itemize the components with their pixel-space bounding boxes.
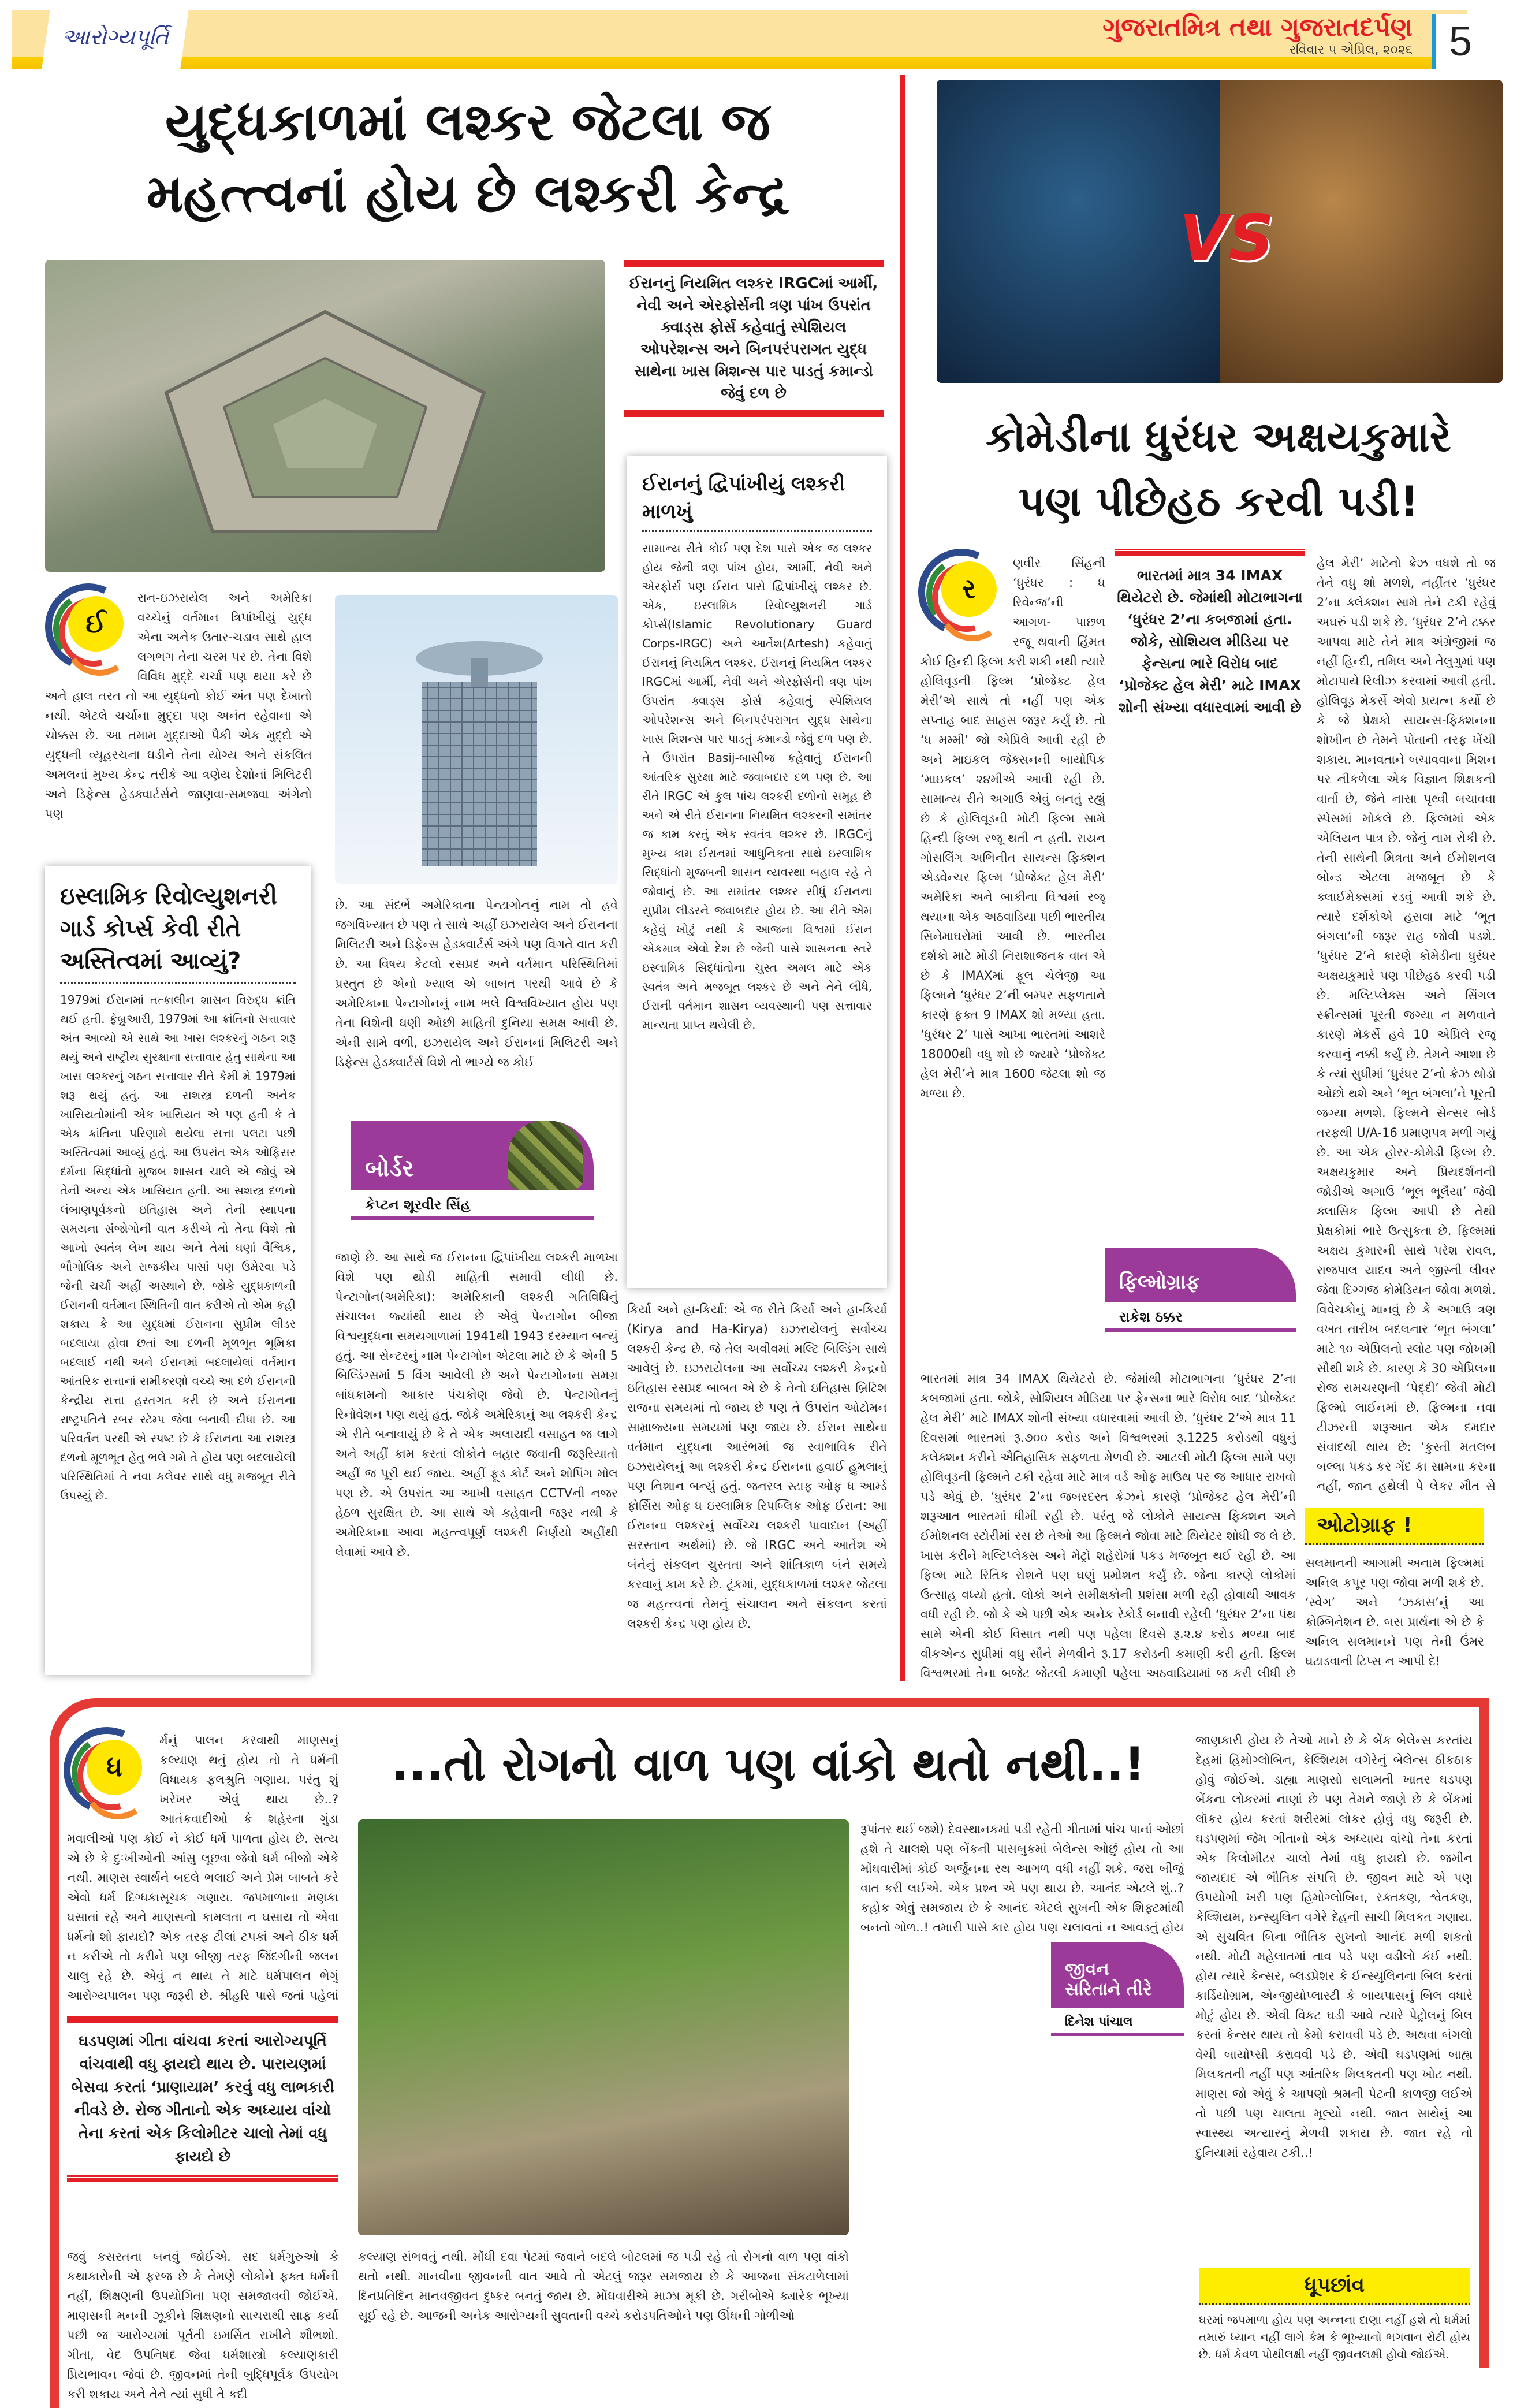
rule (1115, 549, 1305, 556)
health-col4: જાણકારી હોય છે તેઓ માને છે કે બેંક બેલેન્સ કરતાંય દેહમાં હિમોગ્લોબિન, કેલ્શિયમ વગેરેનું બેલેન્સ ઠીકઠાક હોવું જોઈએ. ડાહ્યા માણસો સલામતી ખાતર ઘડપણ બેંકના લોકરમાં નાણાં છે પણ તેમને જાણે છે કે બેંકમાં લૉકર હોય કરતાં શરીરમાં લોકર હોવું વધુ જરૂરી છે. ઘડપણમાં જેમ ગીતાનો એક અધ્યાય વાંચો તેના કરતાં એક કિલોમીટર ચાલો તેમાં વધુ ફાયદો છે. જમીન જાયદાદ એ ભૌતિક સંપત્તિ છે. જીવન માટે એ પણ ઉપયોગી ખરી પણ હિમોગ્લોબિન, રક્તકણ, શ્વેતકણ, કેલ્શિયમ, ઇન્સ્યુલિન વગેરે દેહની સાચી મિલકત ગણાય. એ સુચવિત બિના ભૌતિક સુખનો આનંદ મળી શકતો નથી. મોટી મહેલાતમાં તાવ પડે પણ વડીલો કંઈ નથી. હોય ત્યારે કેન્સર, બ્લડપ્રેશર કે ઈન્સ્યુલિનના બિલ કરતાં કાર્ડિયોગ્રામ, એન્જીયોપ્લાસ્ટી કે બાયપાસનું બિલ વધારે મોટું હોય છે. એવી વિકટ ઘડી આવે ત્યારે પેટ્રોલનું બિલ કરતાં કેન્સર થાય તો કેમો કરાવવી પડે છે. અથવા બંગલો વેચી બાયોપ્સી કરાવવી પડે છે. એવી ઘડપણમાં બાહ્ય મિલકતની નહીં પણ આંતરિક મિલકતની પણ ખોટ નથી. માણસ જો એવું કે આપણો શ્રમની પેટની કાળજી લઈએ તો પછી પણ ચાલતા મૂલ્યો નથી. જાત સાથેનું આ સ્વાસ્થ્ય અત્યારનું મેળવી શકાય છે. જાત રહે તો દુનિયામાં રહેવાય ટકી..! (1195, 1733, 1473, 2160)
autograph-title: ઓટોગ્રાફ ! (1305, 1508, 1484, 1545)
pullquote-text: ઈરાનનું નિયમિત લશ્કર IRGCમાં આર્મી, નેવી અને એરફોર્સની ત્રણ પાંખ ઉપરાંત ક્વાડ્સ ફોર્સ કહેવાતું સ્પેશિયલ ઓપરેશન્સ અને બિનપરંપરાગત યુદ્ધ સાથેના ખાસ મિશન્સ પાર પાડતું કમાન્ડો જેવું દળ છે (629, 275, 878, 402)
pentagon-photo (45, 260, 605, 572)
pentagon-graphic (45, 260, 605, 572)
page-number: 5 (1432, 14, 1485, 69)
military-headline (52, 87, 884, 230)
military-col2: છે. આ સંદર્ભે અમેરિકાના પેન્ટાગોનનું નામ તો હવે જગવિખ્યાત છે પણ તે સાથે અહીં ઇઝરાયેલ અને ઈરાનના મિલિટરી અને ડિફેન્સ હેડક્વાર્ટર્સ અંગે પણ વિગતે વાત કરી છે. આ વિષય કેટલો રસપ્રદ અને વર્તમાન પરિસ્થિતિમાં પ્રસ્તુત છે એનો ખ્યાલ એ બાબત પરથી આવે છે કે અમેરિકાના પેન્ટાગોનનું નામ ભલે વિશ્વવિખ્યાત હોય પણ તેના વિશેની ઘણી ઓછી માહિતી દુનિયા સમક્ષ આવી છે. એની સામે વળી, ઇઝરાયેલ અને ઈરાનનાં મિલિટરી અને ડિફેન્સ હેડક્વાર્ટર્સ વિશે તો ભાગ્યે જ કોઈ (335, 898, 618, 1069)
column-name-line2: સરિતાને તીરે (1065, 1979, 1152, 2000)
column-divider (900, 75, 905, 1681)
rule (67, 2175, 338, 2182)
film-col3: હેલ મેરી’ માટેનો ક્રેઝ વધશે તો જ તેને વધુ શો મળશે, નહીંતર ‘ધુરંધર 2’ના ક્લેક્શન સામે તેને ટકી રહેવું અઘરું પડી શકે છે. ‘ધુરંધર 2’ને ટક્કર આપવા માટે તેને માત્ર અંગ્રેજીમાં જ નહીં હિન્દી, તમિલ અને તેલુગુમાં પણ મોટાપાયે રિલીઝ કરવામાં આવી હતી. હોલિવૂડ મેકર્સે એવો પ્રયત્ન કર્યો છે કે જે પ્રેક્ષકો સાયન્સ-ફિક્શનના શોખીન છે તેમને પોતાની તરફ ખેંચી શકાય. માનવતાને બચાવવાના મિશન પર નીકળેલા એક વિજ્ઞાન શિક્ષકની વાર્તા છે, જેને નાસા પૃથ્વી બચાવવા સ્પેસમાં મોકલે છે. ફિલ્મમાં એક એલિયન પાત્ર છે. જેનું નામ રોકી છે. તેની સાથેની મિત્રતા અને ઈમોશનલ બોન્ડ એટલા મજબૂત છે કે ક્લાઈમેક્સમાં રડવું આવી શકે છે. ત્યારે દર્શકોએ હસવા માટે ‘ભૂત બંગલા’ની જરૂર રાહ જોવી પડશે. ‘ધુરંધર 2’ને કારણે કોમેડીના ધુરંધર અક્ષયકુમારે પણ પીછેહઠ કરવી પડી છે. મલ્ટિપ્લેક્સ અને સિંગલ સ્ક્રીન્સમાં પૂરતી જગ્યા ન મળવાને કારણે મેકર્સે હવે 10 એપ્રિલે રજૂ કરવાનું નક્કી કર્યું છે. તેમને આશા છે કે ત્યાં સુધીમાં ‘ધુરંધર 2’નો ક્રેઝ થોડો ઓછો થશે અને ‘ભૂત બંગલા’ને પૂરતી જગ્યા મળશે. ફિલ્મને સેન્સર બોર્ડ તરફથી U/A-16 પ્રમાણપત્ર મળી ગયું છે. આ એક હોરર-કોમેડી ફિલ્મ છે. અક્ષયકુમાર અને પ્રિયદર્શનની જોડીએ અગાઉ ‘ભૂલ ભૂલૈયા’ જેવી ક્લાસિક ફિલ્મ આપી છે તેથી પ્રેક્ષકોમાં ભારે ઉત્સુકતા છે. ફિલ્મમાં અક્ષય કુમારની સાથે પરેશ રાવલ, રાજપાલ યાદવ અને જીસ્ની લીવર જેવા દિગ્ગજ કોમેડિયન જોવા મળશે. વિવેચકોનું માનવું છે કે અગાઉ ત્રણ વખત તારીખ બદલનાર ‘ભૂત બંગલા’ માટે ૧૦ એપ્રિલનો સ્લોટ પણ જોખમી સૌથી શકે છે. કારણ કે 30 એપ્રિલના રોજ રામચરણની ‘પેદ્દી’ જેવી મોટી ફિલ્મો લાઈનમાં છે. ફિલ્મના નવા ટીઝરની શરૂઆત એક દમદાર સંવાદથી થાય છે: ‘કુસ્તી મતલબ બલ્લા પકડ કર ગેંદ કા સામના કરના નહીં, જાન હથેલી પે લેકર મૌત સે (1317, 556, 1496, 1493)
health-headline: ...તો રોગનો વાળ પણ વાંકો થતો નથી..! (391, 1737, 1145, 1791)
publication-date: રવિવાર ૫ એપ્રિલ, ૨૦૨૬ (1289, 43, 1413, 57)
film-col2: ભારતમાં માત્ર 34 IMAX થિયેટરો છે. જેમાંથી મોટાભાગના ‘ધુરંધર 2’ના કબજામાં હતા. જોકે, સોશિયલ મીડિયા પર ફેન્સના ભારે વિરોધ બાદ ‘પ્રોજેક્ટ હેલ મેરી’ માટે IMAX શોની સંખ્યા વધારવામાં આવી છે. ‘ધુરંધર 2’એ માત્ર 11 દિવસમાં ભારતમાં રૂ.૭૦૦ કરોડ અને વિશ્વભરમાં રૂ.1225 કરોડથી વધુનું કલેક્શન કરીને ઐતિહાસિક સફળતા મેળવી છે. આટલી મોટી ફિલ્મ સામે પણ હોલિવૂડની ફિલ્મને ટકી રહેવા માટે માત્ર વર્ડ ઓફ માઉથ પર જ આધાર રાખવો પડે એવું છે. ‘ધુરંધર 2’ના જબરદસ્ત ક્રેઝને કારણે ‘પ્રોજેક્ટ હેલ મેરી’ની શરૂઆત ભારતમાં ધીમી રહી છે. પરંતુ જે લોકોને સાયન્સ ફિક્શન અને ઈમોશનલ સ્ટોરીમાં રસ છે તેઓ આ ફિલ્મને જોવા માટે થિયેટર શોધી જ લે છે. ખાસ કરીને મલ્ટિપ્લેક્સ અને મેટ્રો શહેરોમાં પકડ મજબૂત થઈ રહી છે. આ ફિલ્મ માટે રિતિક રોશને પણ ઘણું પ્રમોશન કર્યું છે. જેના કારણે લોકોમાં ઉત્સાહ વધ્યો હતો. લોકો અને સમીક્ષકોની પ્રશંસા મળી રહી હોવાથી આવક વધી રહી છે. જો કે એ પછી એક અનેક રેકોર્ડ બનાવી રહેલી ‘ધુરંધર 2’ના પંથ સામે એની કોઈ વિસાત નથી પણ પહેલા દિવસે રૂ.૨.૪ કરોડ મળ્યા બાદ વીકએન્ડ સુધીમાં વધુ સૌને મેળવીને રૂ.17 કરોડની કમાણી કરી હતી. ફિલ્મ વિશ્વભરમાં તેના બજેટ જેટલી કમાણી પહેલા અઠવાડિયામાં જ કરી લીધી છે (920, 1372, 1296, 1680)
health-col1-bottom: જવું કસરતના બનવું જોઈએ. સદ ધર્મગુરુઓ કે કથાકારોની એ ફરજ છે કે તેમણે લોકોને ફક્ત ધર્મની નહીં, શિક્ષણની ઉપયોગિતા પણ સમજાવવી જોઈએ. માણસની મનની ઝૂકીને શિક્ષણનો સાચરાથી સાફ કર્યા પછી જ આરોગ્યમાં પૂર્તતી ઇમર્સિત રાખીને શૌભશો. ગીતા, વેદ ઉપનિષદ જેવા ધર્મશાસ્ત્રો કલ્યાણકારી પ્રિયભાવન જેવાં છે. જીવનમાં તેની બુદ્ધિપૂર્વક ઉપયોગ કરી શકાય અને તેને ત્યાં સુધી તે કદી (67, 2250, 338, 2401)
elderly-park-photo (358, 1819, 849, 2235)
dhoopchhaon-title: ધૂપછાંવ (1199, 2268, 1470, 2305)
column-author: કેપ્ટન શૂરવીર સિંહ (351, 1190, 594, 1220)
sidebar-irgc-title: ઇસ્લામિક રિવોલ્યુશનરી ગાર્ડ કોર્પ્સ કેવી રીતે અસ્તિત્વમાં આવ્યું? (60, 880, 296, 984)
film-headline-line1: કોમેડીના ધુરંધર અક્ષયકુમારે (986, 412, 1451, 461)
sidebar-dual-structure (627, 456, 887, 1288)
soldier-illustration-icon (508, 1121, 583, 1190)
autograph-body: સલમાનની આગામી અનામ ફિલ્મમાં અનિલ કપૂર પણ જોવા મળી શકે છે. ‘સ્વેગ’ અને ‘ઝકાસ’નું આ કોમ્બિનેશન છે. બસ પ્રાર્થના એ છે કે અનિલ સલમાનને પણ તેની ઉંમર ઘટાડવાની ટિપ્સ ન આપી દે! (1305, 1556, 1484, 1668)
film-pullquote (1115, 549, 1305, 872)
rule (67, 2016, 338, 2023)
project-hail-mary-photo (937, 80, 1220, 383)
film-headline (924, 404, 1513, 534)
film-intro-wrap (920, 553, 1105, 1241)
initial-float-spacer (920, 553, 1013, 652)
sidebar-dual-body: સામાન્ય રીતે કોઈ પણ દેશ પાસે એક જ લશ્કર હોય જેની ત્રણ પાંખ હોય, આર્મી, નેવી અને એરફોર્સ પણ ઈરાન પાસે દ્વિપાંખીયું લશ્કર છે. એક, ઇસ્લામિક રિવોલ્યુશનરી ગાર્ડ કોર્પ્સ(Islamic Revolutionary Guard Corps-IRGC) અને આર્તેશ(Artesh) કહેવાતું ઈરાનનું નિયમિત લશ્કર. ઈરાનનું નિયમિત લશ્કર IRGCમાં આર્મી, નેવી અને એરફોર્સની ત્રણ પાંખ ઉપરાંત ક્વાડ્સ ફોર્સ કહેવાતું સ્પેશિયલ ઓપરેશન્સ અને બિનપરંપરાગત યુદ્ધ સાથેના ખાસ મિશન્સ પાર પાડતું કમાન્ડો જેવું દળ પણ છે. તે ઉપરાંત Basij-બાસીજ કહેવાતું ઈરાનની આંતરિક સુરક્ષા માટે જવાબદાર દળ પણ છે. આ રીતે IRGC એ કુલ પાંચ લશ્કરી દળોનો સમૂહ છે અને એ રીતે ઈરાનના નિયમિત લશ્કરની સમાંતર જ કામ કરતું એક સ્વતંત્ર લશ્કર છે. IRGCનું મુખ્ય કામ ઈરાનમાં આધુનિકતા સાથે ઇસ્લામિક સિદ્ધાંતો મુજબની શાસન વ્યવસ્થા બહાલ રહે તે જોવાનું છે. આ સમાંતર લશ્કર સીધું ઈરાનના સુપ્રીમ લીડરને જવાબદાર હોય છે. આ રીતે એમ કહેવું ખોટું નથી કે આજના વિશ્વમાં ઈરાન એકમાત્ર એવો દેશ છે જેની પાસે શાસનના સ્તરે ઇસ્લામિક સિદ્ધાંતોના ચુસ્ત અમલ માટે એક સ્વતંત્ર અને મજબૂત લશ્કર છે અને તેને લીધે, ઈરાની વર્તમાન શાસન વ્યવસ્થાની પણ સત્તાવાર માન્યતા પ્રાપ્ત થયેલી છે. (642, 541, 872, 1032)
sidebar-dual-title: ઈરાનનું દ્વિપાંખીયું લશ્કરી માળખું (642, 470, 872, 532)
column-badge-jivan (860, 1942, 1184, 2036)
initial-float-spacer (67, 1730, 159, 1829)
health-col3: રૂપાંતર થઈ જશે) દેવસ્થાનકમાં પડી રહેતી ગીતામાં પાંચ પાનાં ઓછાં હશે તે ચાલશે પણ બેંકની પાસબુકમાં બેલેન્સ ઓછું હોય તો આ મોંઘવારીમાં કોઈ અર્જુનના રથ આગળ વધી નહીં શકે. જરા બીજું વાત કરી લઈએ. એક પ્રશ્ન એ પણ થાય છે. આનંદ એટલે શું..? કહોક એવું સમજાય છે કે આનંદ એટલે સુખની એક શિફ્ટમાંથી બનતો ગોળ..! તમારી પાસે કાર હોય પણ ચલાવતાં ન આવડતું હોય (860, 1822, 1184, 1934)
column-name: બોર્ડર (351, 1121, 594, 1190)
publication-name: ગુજરાતમિત્ર તથા ગુજરાતદર્પણ (1102, 13, 1413, 42)
pullquote-text: ભારતમાં માત્ર 34 IMAX થિયેટરો છે. જેમાંથી મોટાભાગના ‘ધુરંધર 2’ના કબજામાં હતા. જોકે, સોશિયલ મીડિયા પર ફેન્સના ભારે વિરોધ બાદ ‘પ્રોજેક્ટ હેલ મેરી’ માટે IMAX શોની સંખ્યા વધારવામાં આવી છે (1117, 567, 1303, 716)
film-headline-line2: પણ પીછેહઠ કરવી પડી! (1018, 477, 1419, 526)
initial-letter: ઈ (68, 596, 124, 652)
military-headline-line1: યુદ્ધકાળમાં લશ્કર જેટલા જ (165, 92, 771, 152)
column-name: ફિલ્મોગ્રાફ (1105, 1248, 1296, 1302)
column-author: રાકેશ ઠક્કર (1105, 1302, 1296, 1332)
masthead-bar (12, 57, 1467, 69)
rule (624, 260, 884, 267)
pullquote-text: ઘડપણમાં ગીતા વાંચવા કરતાં આરોગ્યપૂર્તિ વાંચવાથી વધુ ફાયદો થાય છે. પારાયણમાં બેસવા કરતાં ‘પ્રાણાયામ’ કરવું વધુ લાભકારી નીવડે છે. રોજ ગીતાનો એક અધ્યાય વાંચો તેના કરતાં એક કિલોમીટર ચાલો તેમાં વધુ ફાયદો છે (71, 2033, 334, 2165)
military-intro: રાન-ઇઝરાયેલ અને અમેરિકા વચ્ચેનું વર્તમાન ત્રિપાંખીયું યુદ્ધ એના અનેક ઉતાર-ચડાવ સાથે હાલ લગભગ તેના ચરમ પર છે. તેના વિશે વિવિધ મુદ્દે ચર્ચા પણ થયા કરે છે અને હાલ તરત તો આ યુદ્ધનો કોઈ અંત પણ દેખાતો નથી. એટલે ચર્ચાના મુદ્દા પણ અનંત રહેવાના એ ચોક્કસ છે. આ તમામ મુદ્દાઓ પૈકી એક મુદ્દો એ યુદ્ધની વ્યૂહરચના ઘડીને તેના યોગ્ય અને સંકલિત અમલનાં મુખ્ય કેન્દ્ર તરીકે આ ત્રણેય દેશોનાં મિલિટરી અને ડિફેન્સ હેડક્વાર્ટર્સને જાણવા-સમજવા અંગેનો પણ (45, 591, 312, 821)
health-col2: કલ્યાણ સંભવતું નથી. મોંઘી દવા પેટમાં જવાને બદલે બોટલમાં જ પડી રહે તો રોગનો વાળ પણ વાંકો થતો નથી. માનવીના જીવનની વાત આવે તો એટલું જરૂર સમજાય છે કે આજના સંકટાળેલામાં દિનપ્રતિદિન માનવજીવન દુષ્કર બનતું જાય છે. મોંઘવારીએ માઝા મૂકી છે. ગરીબોએ ક્યારેક ભૂખ્યા સૂઈ રહે છે. આજની અનેક આરોગ્યની સુવતાની વચ્ચે કરોડપતિઓને પણ ઊંઘની ગોળીઓ (358, 2250, 849, 2323)
column-name (1051, 1942, 1184, 2008)
sidebar-irgc-origin (45, 866, 311, 1675)
column-author: દિનેશ પાંચાલ (1051, 2008, 1184, 2036)
rule (624, 410, 884, 417)
autograph-box (1305, 1508, 1484, 1692)
military-intro-wrap (45, 588, 312, 856)
logo-text: આરોગ્યપૂર્તિ (62, 24, 169, 50)
column-name-line1: જીવન (1065, 1959, 1109, 1979)
military-col3: કિર્યા અને હા-કિર્યા: એ જ રીતે કિર્યા અને હા-કિર્યા (Kirya and Ha-Kirya) ઇઝરાયેલનું સર્વોચ્ચ લશ્કરી કેન્દ્ર છે. જે તેલ અવીવમાં મલ્ટિ બિલ્ડિંગ સાથે આવેલું છે. ઇઝરાયેલના આ સર્વોચ્ચ લશ્કરી કેન્દ્રનો ઇતિહાસ રસપ્રદ બાબત એ છે કે તેનો ઇતિહાસ બ્રિટિશ રાજના સમયમાં તો જાય છે પણ તે ઉપરાંત ઓટોમન સામ્રાજ્યના સમયમાં પણ જાય છે. ઈરાન સાથેના વર્તમાન યુદ્ધના આરંભમાં જ સ્વાભાવિક રીતે ઇઝરાયેલનું આ લશ્કરી કેન્દ્ર ઈરાનના હવાઈ હુમલાનું પણ નિશાન બન્યું હતું. જનરલ સ્ટાફ ઓફ ધ આર્મ્ડ ફોર્સિસ ઓફ ધ ઇસ્લામિક રિપબ્લિક ઓફ ઈરાન: આ ઈરાનના લશ્કરનું સર્વોચ્ચ લશ્કરી પાવાદાન (અહીં સરસ્તાન અર્થમાં) છે. જે IRGC અને આર્તેશ એ બંનેનું સંકલન ચુસ્તતા અને શાંતિકાળ બંને સમયે કરવાનું કામ કરે છે. ટૂંકમાં, યુદ્ધકાળમાં લશ્કર જેટલા જ મહત્ત્વનાં તેમનું સંચાલન અને સંકલન કરતાં લશ્કરી કેન્દ્ર પણ હોય છે. (627, 1302, 887, 1631)
vs-label: VS (1179, 201, 1274, 275)
dhoopchhaon-body: ઘરમાં જપમાળા હોય પણ અન્નના દાણા નહીં હશે તો ધર્મમાં તમારું ધ્યાન નહીં લાગે કેમ કે ભૂખ્યાનો ભગવાન રોટી હોય છે. ધર્મ કેવળ પોથીલક્ષી નહીં જીવનલક્ષી હોવો જોઈએ. (1199, 2313, 1470, 2361)
film-versus-photo (937, 80, 1503, 383)
film-intro: ણવીર સિંહની ‘ધુરંધર : ધ રિવેન્જ’ની આગળ- પાછળ રજૂ થવાની હિંમત કોઈ હિન્દી ફિલ્મ કરી શકી નથી ત્યારે હોલિવૂડની ફિલ્મ ‘પ્રોજેક્ટ હેલ મેરી’એ સાથે તો નહીં પણ એક સપ્તાહ બાદ સાહસ જરૂર કર્યું છે. તો ‘ધ મમ્મી’ જો એપ્રિલે આવી રહી છે અને માઇકલ જેક્સનની બાયોપિક ‘માઇકલ’ ૨૪મીએ આવી રહી છે. સામાન્ય રીતે અગાઉ એવું બનતું રહ્યું છે કે હોલિવૂડની મોટી ફિલ્મ સામે હિન્દી ફિલ્મ રજૂ થતી ન હતી. રાયન ગોસલિંગ અભિનીત સાયન્સ ફિક્શન એડવેન્ચર ફિલ્મ ‘પ્રોજેક્ટ હેલ મેરી’ અમેરિકા અને બાકીના વિશ્વમાં રજૂ થયાના એક અઠવાડિયા પછી ભારતીય સિનેમાઘરોમાં આવી છે. ભારતીય દર્શકો માટે મોડી નિરાશાજનક વાત એ છે કે IMAXમાં ફૂલ ચેલેજી આ ફિલ્મને ‘ધુરંધર 2’ની બમ્પર સફળતાને કારણે ફક્ત 9 IMAX શો મળ્યા હતા. ‘ધુરંધર 2’ પાસે આખા ભારતમાં આશરે 18000થી વધુ શો છે જ્યારે ‘પ્રોજેક્ટ હેલ મેરી’ને માત્ર 1600 જેટલા શો જ મળ્યા છે. (920, 556, 1105, 1100)
building-graphic (335, 595, 618, 884)
initial-letter: ધ (87, 1740, 142, 1795)
military-col2b: જાણે છે. આ સાથે જ ઈરાનના દ્વિપાંખીયા લશ્કરી માળખા વિશે પણ થોડી માહિતી સમાવી લીધી છે. પેન્ટાગોન(અમેરિકા): અમેરિકાની લશ્કરી ગતિવિધિનું સંચાલન જ્યાંથી થાય છે એવું પેન્ટાગોન બીજા વિશ્વયુદ્ધના સમયગાળામાં 1941થી 1943 દરમ્યાન બન્યું હતું. આ સેન્ટરનું નામ પેન્ટાગોન એટલા માટે છે કે એની 5 બિલ્ડિંગ્સમાં 5 વિંગ આવેલી છે અને પેન્ટાગોનના સમગ્ર બાંધકામનો આકાર પંચકોણ જેવો છે. પેન્ટાગોનનું રિનોવેશન પણ થયું હતું. જોકે અમેરિકાનું આ લશ્કરી કેન્દ્ર એ રીતે બનાવાયું છે કે તે એક અલાયદી વસાહત જ લાગે અને અહીં કામ કરતાં લોકોને બહાર જવાની જરૂરિયાતો અહીં જ પૂરી થઈ જાય. અહીં ફૂડ કોર્ટ અને શોપિંગ મોલ પણ છે. એ ઉપરાંત આ આખી વસાહત CCTVની નજર હેઠળ સુરક્ષિત છે. આ સાથે એ કહેવાની જરૂર નથી કે અમેરિકાના આવા મહત્ત્વપૂર્ણ લશ્કરી નિર્ણયો અહીંથી લેવામાં આવે છે. (335, 1250, 618, 1559)
initial-letter: ર (941, 561, 997, 617)
sidebar-irgc-body: 1979માં ઈરાનમાં તત્કાલીન શાસન વિરુદ્ધ ક્રાંતિ થઈ હતી. ફેબ્રુઆરી, 1979માં આ ક્રાંતિનો સત્તાવાર અંત આવ્યો એ સાથે આ ખાસ લશ્કરનું ગઠન શરૂ થયું અને રાષ્ટ્રીય સુરક્ષાના સત્તાવાર હેતુ સાથેના આ ખાસ લશ્કરનું ગઠન સત્તાવાર રીતે કેમી મે 1979માં શરૂ થયું હતું. આ સશસ્ત્ર દળની અનેક ખાસિયતોમાંની એક ખાસિયત એ પણ હતી કે તે એક ક્રાંતિના પરિણામે થયેલા સત્તા પલટા પછી અસ્તિત્વમાં આવ્યું હતું. આ ઉપરાંત એક ઓફિસર દર્મના સિદ્ધાંતો મુજબ શાસન ચાલે એ જોવું એ તેની અન્ય એક ખાસિયત હતી. આ સશસ્ત્ર દળનો લંબાણપૂર્વકનો ઇતિહાસ અને તેની સ્થાપના સમયના સંજોગોની વાત કરીએ તો તેના વિશે તો આખો સ્વતંત્ર લેખ થાય અને તેમાં ઘણાં વૈશ્વિક, ભૌગોલિક અને રાજકીય પાસાં પણ ઉમેરવા પડે જેની ચર્ચા અહીં અસ્થાને છે. જોકે યુદ્ધકાળની ઈરાનની વર્તમાન સ્થિતિની વાત કરીએ તો એમ કહી શકાય કે આ યુદ્ધમાં ઈરાનના સુપ્રીમ લીડર બદલાયા હોવા છતાં આ દળની મૂળભૂત ભૂમિકા બદલાઈ નથી અને ઈરાનમાં બદલાયેલાં વર્તમાન આંતરિક સત્તાનાં સમીકરણો વચ્ચે આ દળે ઈરાનની કેન્દ્રીય સત્તા હસ્તગત કરી છે અને ઈરાનના રાષ્ટ્રપતિને રબર સ્ટેમ્પ જેવા બનાવી દીધા છે. આ પરિવર્તન પરથી એ સ્પષ્ટ છે કે ઈરાનના આ સશસ્ત્ર દળનો મૂળભૂત હેતુ ભલે ગમે તે હોય પણ બદલાયેલી પરિસ્થિતિમાં તે નવા કલેવર સાથે વધુ મજબૂત રીતે ઉપસ્યું છે. (60, 993, 296, 1502)
column-badge-filmograph (920, 1248, 1296, 1332)
health-section-frame-right (1479, 1698, 1489, 2368)
health-intro: ર્મનું પાલન કરવાથી માણસનું કલ્યાણ થતું હોય તો તે ધર્મની વિધાયક ફલશ્રુતિ ગણાય. પરંતુ શું ખરેખર એવું થાય છે..? આતંકવાદીઓ કે શહેરના ગુંડા મવાલીઓ પણ કોઈ ને કોઈ ધર્મ પાળતા હોય છે. સત્ય એ છે કે દુઃખીઓની આંસુ લૂછવા જેવો ધર્મ બીજો એકે નથી. માણસ સ્વાર્થને બદલે ભલાઈ અને પ્રેમ બાબતે કરે એવો ધર્મ દિગ્ધકાસૂચક ગણાય. જપમાળાના મણકા ઘસાતાં રહે અને માણસનો કામલતા ન ઘસાય તો એવા ધર્મનો શો ફાયદો? એક તરફ ટીલાં ટપકાં અને ઠીક ધર્મ ન કરીએ તો કરીને પણ બીજી તરફ જિંદગીની જલન ચાલુ રહે છે. એવું ન થાય તે માટે ધર્મપાલન ભેગું આરોગ્યપાલન પણ જરૂરી છે. શ્રીહરિ પાસે જતાં પહેલાં (67, 1733, 338, 2003)
iran-hq-photo (335, 595, 618, 884)
military-headline-line2: મહત્ત્વનાં હોય છે લશ્કરી કેન્દ્ર (146, 163, 789, 224)
supplement-logo (42, 5, 189, 69)
health-intro-wrap (67, 1730, 338, 2005)
military-pullquote (624, 260, 884, 445)
initial-float-spacer (45, 588, 137, 686)
health-pullquote (67, 2016, 338, 2241)
dhoopchhaon-box (1199, 2268, 1470, 2406)
